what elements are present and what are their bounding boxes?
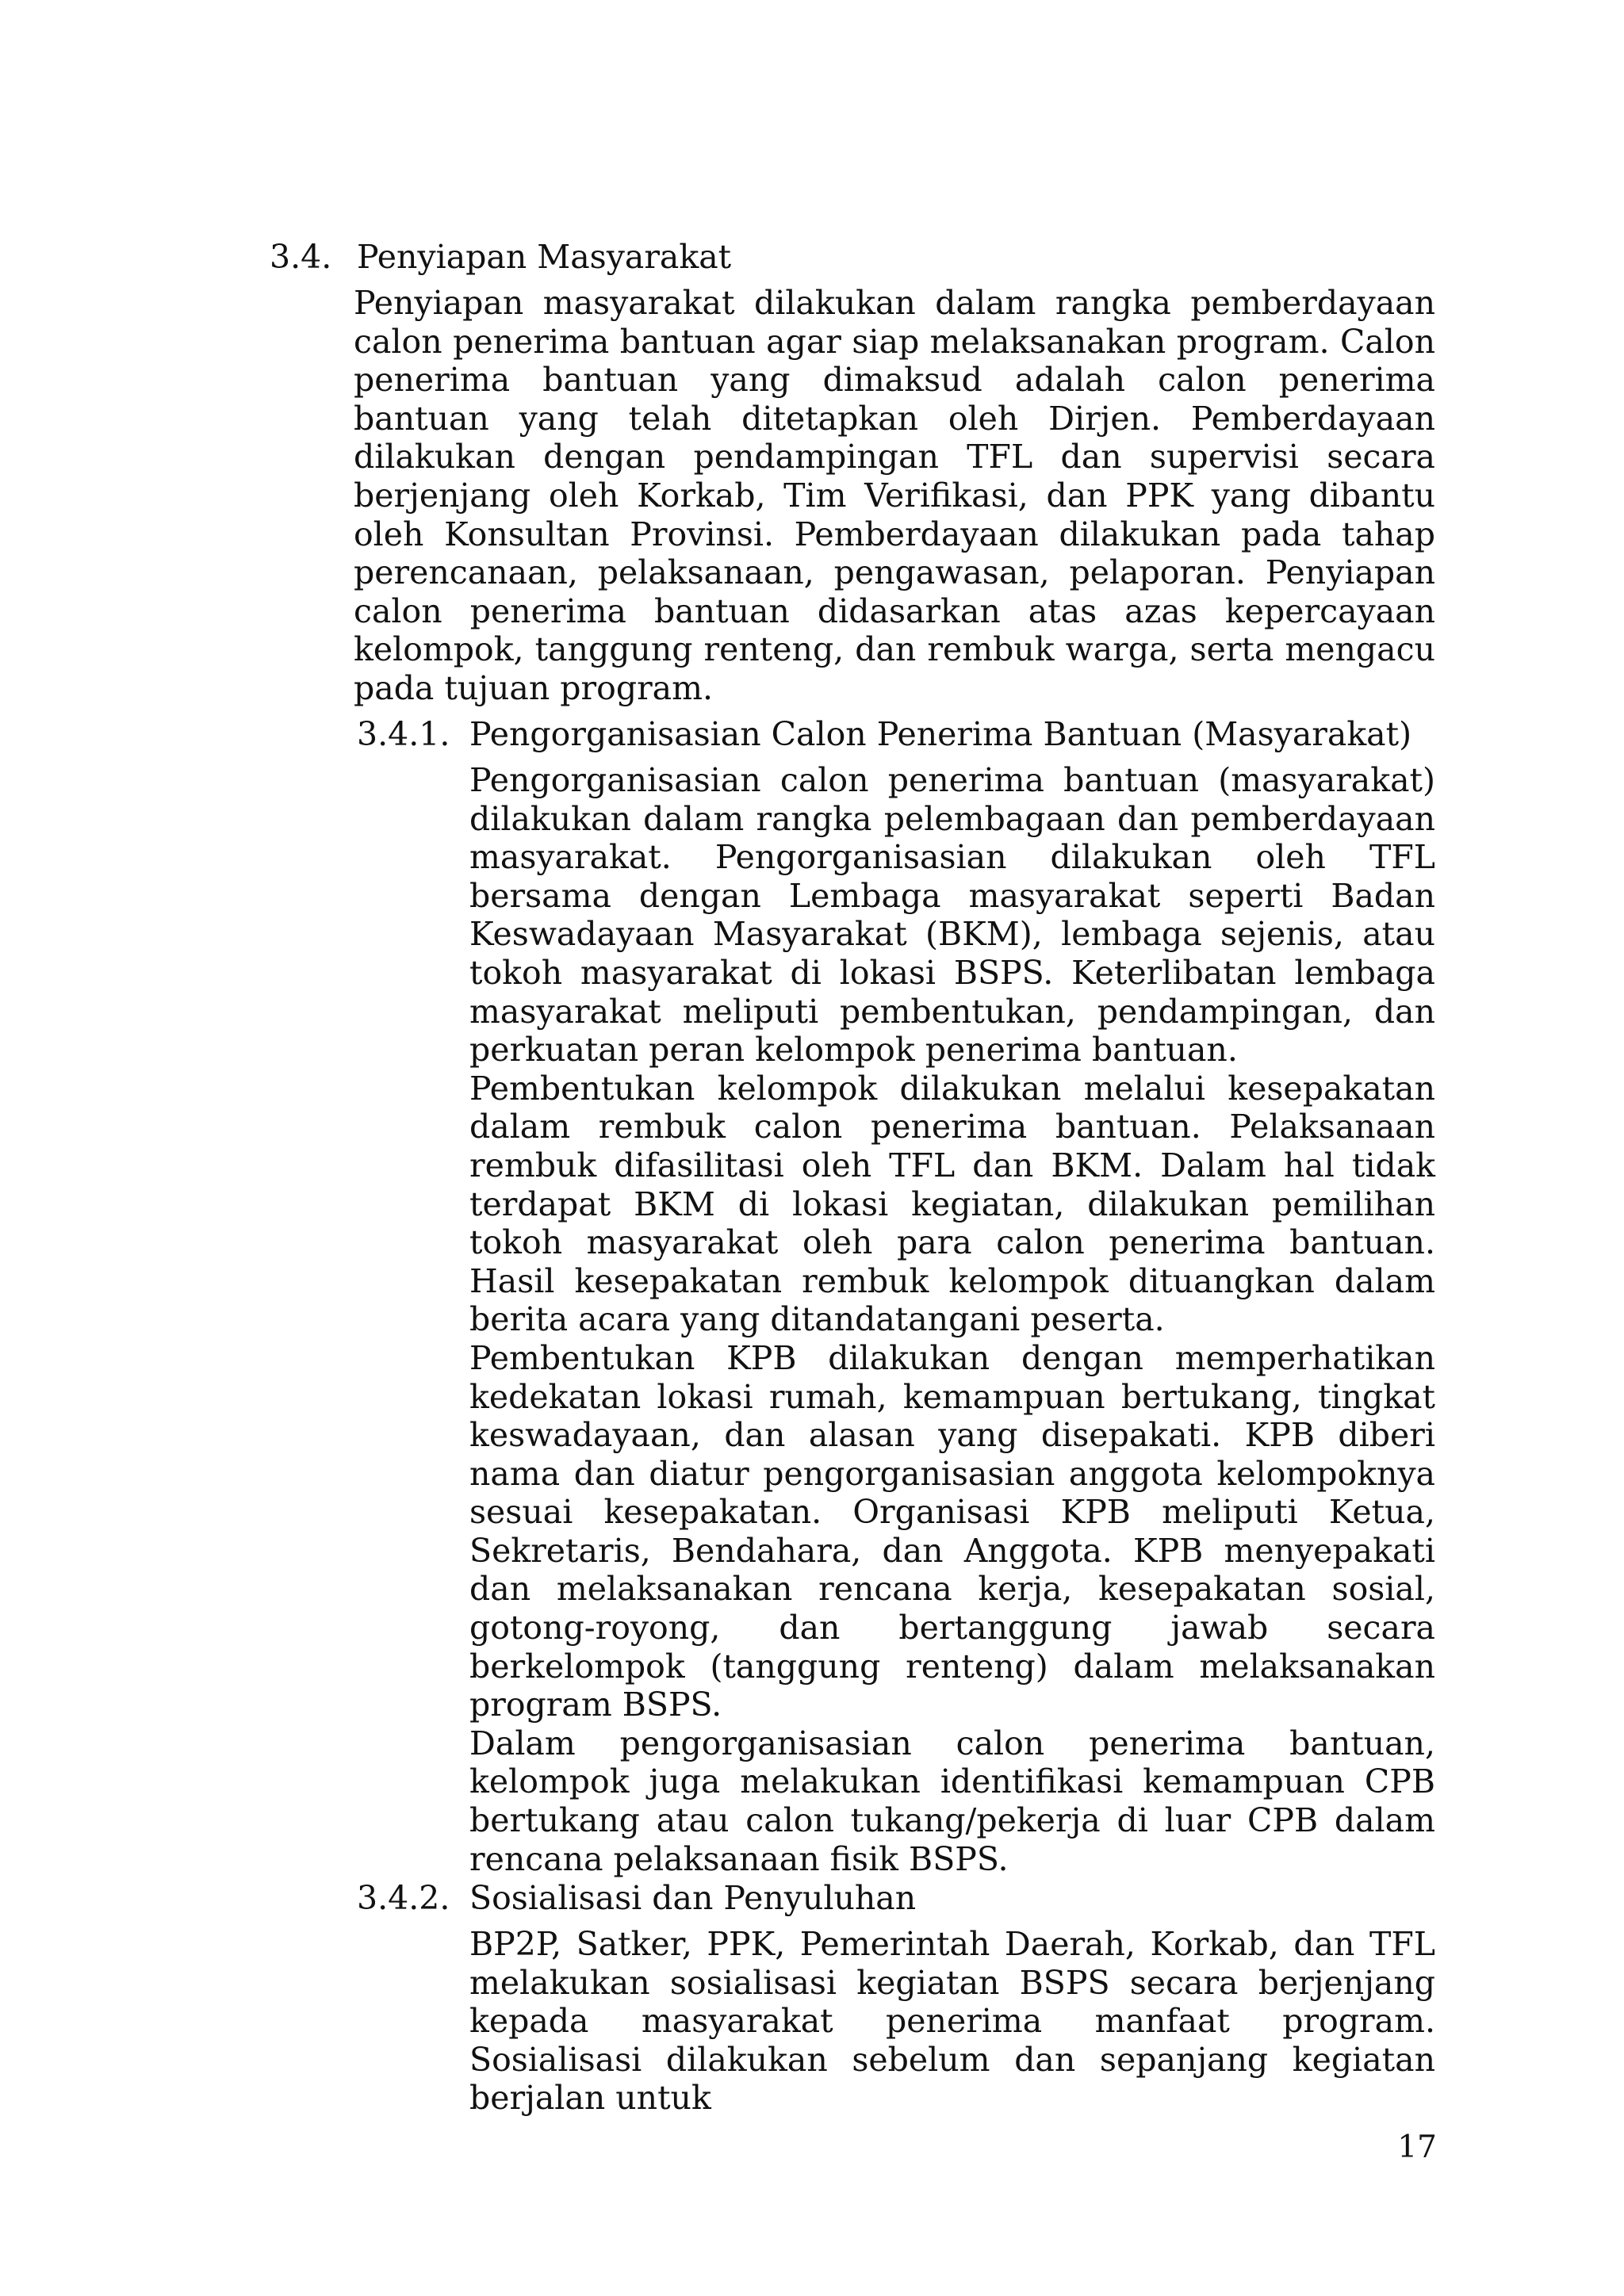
paragraph: Pembentukan KPB dilakukan dengan memperhatikan kedekatan lokasi rumah, kemampuan bertukang, tingkat keswadayaan, dan alasan yang disepakati. KPB diberi nama dan diatur pengorganisasian anggota kelompoknya sesuai kesepakatan. Organisasi KPB meliputi Ketua, Sekretaris, Bendahara, dan Anggota. KPB menyepakati dan melaksanakan rencana kerja, kesepakatan sosial, gotong-royong, dan bertanggung jawab secara berkelompok (tanggung renteng) dalam melaksanakan program BSPS. bbox=[469, 1338, 1435, 1724]
subsection-number: 3.4.1. bbox=[357, 715, 450, 753]
subsection-heading bbox=[357, 1879, 916, 1917]
paragraph: Pengorganisasian calon penerima bantuan (masyarakat) dilakukan dalam rangka pelembagaan dan pemberdayaan masyarakat. Pengorganisasian dilakukan oleh TFL bersama dengan Lembaga masyarakat seperti Badan Keswadayaan Masyarakat (BKM), lembaga sejenis, atau tokoh masyarakat di lokasi BSPS. Keterlibatan lembaga masyarakat meliputi pembentukan, pendampingan, dan perkuatan peran kelompok penerima bantuan. bbox=[469, 761, 1435, 1070]
subsection-number: 3.4.2. bbox=[357, 1879, 450, 1917]
subsection-body bbox=[469, 761, 1435, 1878]
subsection-title: Pengorganisasian Calon Penerima Bantuan (Masyarakat) bbox=[469, 715, 1412, 753]
page-number: 17 bbox=[1397, 2130, 1437, 2165]
paragraph: BP2P, Satker, PPK, Pemerintah Daerah, Korkab, dan TFL melakukan sosialisasi kegiatan BSPS secara berjenjang kepada masyarakat penerima manfaat program. Sosialisasi dilakukan sebelum dan sepanjang kegiatan berjalan untuk bbox=[469, 1925, 1435, 2118]
section-body: Penyiapan masyarakat dilakukan dalam rangka pemberdayaan calon penerima bantuan agar siap melaksanakan program. Calon penerima bantuan yang dimaksud adalah calon penerima bantuan yang telah ditetapkan oleh Dirjen. Pemberdayaan dilakukan dengan pendampingan TFL dan supervisi secara berjenjang oleh Korkab, Tim Verifikasi, dan PPK yang dibantu oleh Konsultan Provinsi. Pemberdayaan dilakukan pada tahap perencanaan, pelaksanaan, pengawasan, pelaporan. Penyiapan calon penerima bantuan didasarkan atas azas kepercayaan kelompok, tanggung renteng, dan rembuk warga, serta mengacu pada tujuan program. bbox=[354, 284, 1435, 707]
subsection-heading bbox=[357, 715, 1411, 753]
paragraph: Dalam pengorganisasian calon penerima bantuan, kelompok juga melakukan identifikasi kemampuan CPB bertukang atau calon tukang/pekerja di luar CPB dalam rencana pelaksanaan fisik BSPS. bbox=[469, 1724, 1435, 1878]
subsection-title: Sosialisasi dan Penyuluhan bbox=[469, 1879, 917, 1917]
paragraph: Pembentukan kelompok dilakukan melalui kesepakatan dalam rembuk calon penerima bantuan. Pelaksanaan rembuk difasilitasi oleh TFL dan BKM. Dalam hal tidak terdapat BKM di lokasi kegiatan, dilakukan pemilihan tokoh masyarakat oleh para calon penerima bantuan. Hasil kesepakatan rembuk kelompok dituangkan dalam berita acara yang ditandatangani peserta. bbox=[469, 1069, 1435, 1339]
subsection-body bbox=[469, 1925, 1435, 2118]
section-heading bbox=[270, 238, 731, 276]
section-number: 3.4. bbox=[270, 238, 332, 276]
section-title: Penyiapan Masyarakat bbox=[357, 238, 732, 276]
